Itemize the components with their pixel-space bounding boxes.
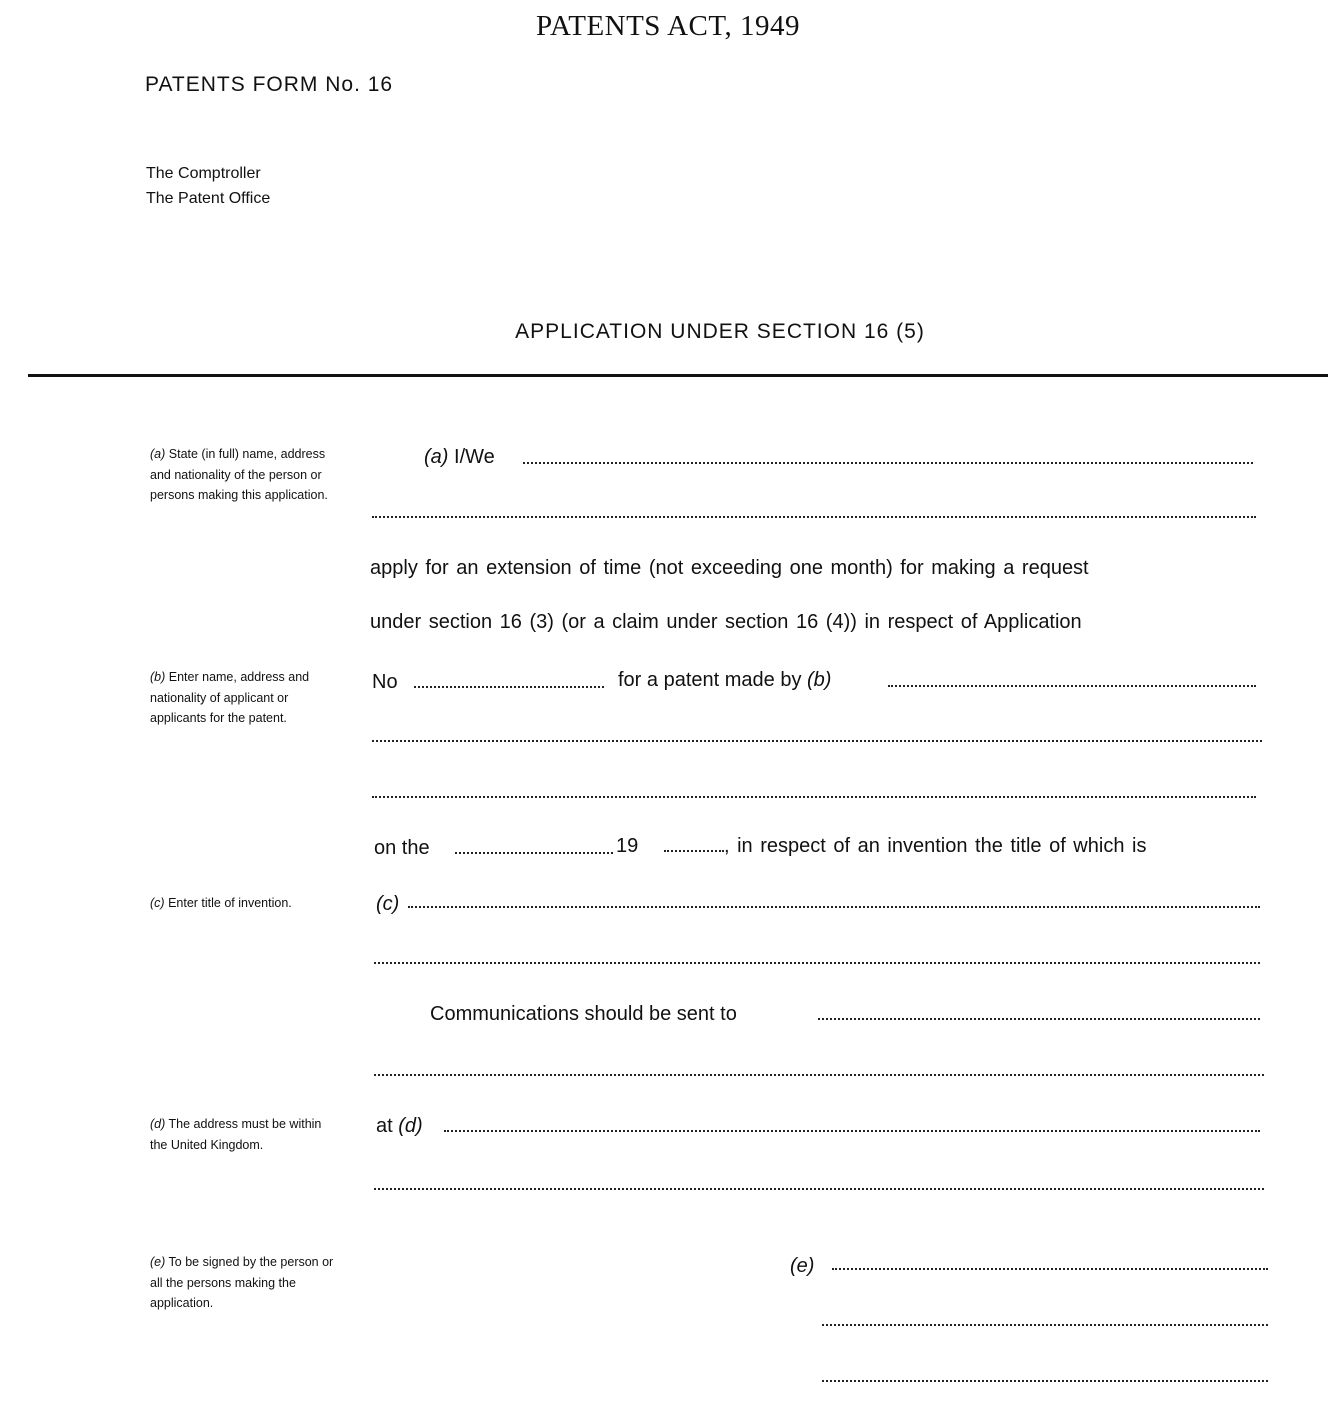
communications-label: Communications should be sent to [430,1003,737,1025]
patent-applicant-address-field[interactable] [372,740,1262,742]
uk-address-continued-field[interactable] [374,1188,1264,1190]
note-d-marker: (d) [150,1117,166,1131]
signature-marker: (e) [790,1255,815,1277]
patent-made-by-label: for a patent made by [618,669,802,691]
applicant-line [424,445,495,469]
act-title: PATENTS ACT, 1949 [536,10,800,42]
note-c-text: Enter title of invention. [168,896,292,910]
filing-date-field[interactable] [455,852,613,854]
note-c-marker: (c) [150,896,165,910]
application-heading: APPLICATION UNDER SECTION 16 (5) [515,320,925,343]
note-d-text: The address must be within the United Kingdom. [150,1117,322,1152]
signature-field-3[interactable] [822,1380,1268,1382]
note-a [150,444,340,506]
note-b-marker: (b) [150,670,166,684]
request-line-1: apply for an extension of time (not exceeding one month) for making a request [370,557,1089,579]
addressee [146,161,270,211]
note-a-text: State (in full) name, address and nationality of the person or persons making this application. [150,447,328,502]
note-a-marker: (a) [150,447,166,461]
divider [28,374,1328,377]
signature-field-1[interactable] [832,1268,1268,1270]
filing-year-field[interactable] [664,850,724,852]
title-marker-line [376,892,399,916]
form-number: PATENTS FORM No. 16 [145,73,394,96]
uk-address-field[interactable] [444,1130,1260,1132]
note-c [150,893,310,914]
date-on-label: on the [374,837,430,859]
title-marker: (c) [376,893,400,915]
addressee-line-2: The Patent Office [146,190,271,207]
invention-title-continued-field[interactable] [374,962,1260,964]
communications-name-continued-field[interactable] [374,1074,1264,1076]
note-e-text: To be signed by the person or all the persons making the application. [150,1255,334,1310]
patent-applicant-nationality-field[interactable] [372,796,1256,798]
communications-name-field[interactable] [818,1018,1260,1020]
address-marker: (d) [398,1115,423,1137]
address-at-line [376,1114,423,1138]
patent-marker: (b) [807,669,832,691]
note-e-marker: (e) [150,1255,166,1269]
address-at-label: at [376,1115,393,1137]
patent-made-by-line [618,668,831,692]
note-b [150,667,340,729]
signature-field-2[interactable] [822,1324,1268,1326]
note-e [150,1252,335,1314]
signature-marker-line [790,1254,814,1278]
applicant-prefix: I/We [454,446,495,468]
request-line-2: under section 16 (3) (or a claim under section 16 (4)) in respect of Application [370,611,1082,633]
applicant-marker: (a) [424,446,449,468]
addressee-line-1: The Comptroller [146,165,261,182]
patent-applicant-field[interactable] [888,685,1256,687]
applicant-details-field[interactable] [372,516,1256,518]
applicant-name-field[interactable] [523,462,1253,464]
application-number-field[interactable] [414,686,604,688]
invention-text: , in respect of an invention the title of which is [724,835,1147,857]
note-d [150,1114,340,1155]
note-b-text: Enter name, address and nationality of applicant or applicants for the patent. [150,670,310,725]
application-number-label: No [372,671,398,693]
invention-title-field[interactable] [408,906,1260,908]
year-prefix: 19 [616,835,639,857]
